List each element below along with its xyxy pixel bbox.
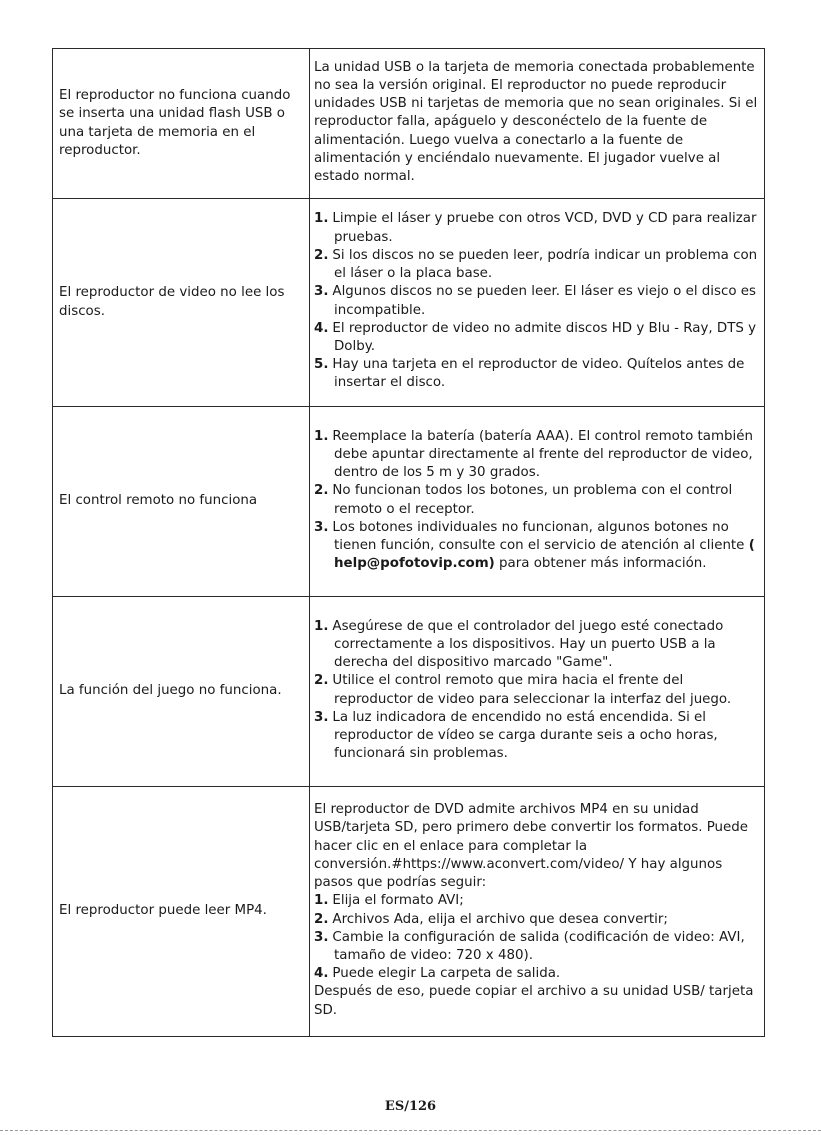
problem-cell: El reproductor de video no lee los discos. xyxy=(53,199,310,407)
list-item: 3. La luz indicadora de encendido no está encendida. Si el reproductor de vídeo se carga durante seis a ocho horas, funcionará sin problemas. xyxy=(314,709,718,762)
table-row xyxy=(53,49,765,199)
table-row xyxy=(53,199,765,407)
solution-paragraph: El reproductor de DVD admite archivos MP4 en su unidad USB/tarjeta SD, pero primero debe convertir los formatos. Puede hacer clic en el enlace para completar la conversión.#https://www.aconvert.com/video/ Y hay algunos pasos que podrías seguir: xyxy=(314,802,749,891)
problem-cell: La función del juego no funciona. xyxy=(53,597,310,787)
solution-paragraph: Después de eso, puede copiar el archivo a su unidad USB/ tarjeta SD. xyxy=(314,984,754,1018)
list-item: 3. Cambie la configuración de salida (codificación de video: AVI, tamaño de video: 720 x 480). xyxy=(314,929,745,963)
list-item: 2. No funcionan todos los botones, un problema con el control remoto o el receptor. xyxy=(314,483,733,517)
solution-cell xyxy=(310,199,765,407)
list-item: 1. Limpie el láser y pruebe con otros VCD, DVD y CD para realizar pruebas. xyxy=(314,211,757,245)
list-item: 3. Algunos discos no se pueden leer. El láser es viejo o el disco es incompatible. xyxy=(314,284,757,318)
table-row xyxy=(53,597,765,787)
list-item: 1. Reemplace la batería (batería AAA). El control remoto también debe apuntar directamente al frente del reproductor de video, dentro de los 5 m y 30 grados. xyxy=(314,428,753,481)
list-item: 2. Utilice el control remoto que mira hacia el frente del reproductor de video para seleccionar la interfaz del juego. xyxy=(314,673,732,707)
problem-cell: El reproductor puede leer MP4. xyxy=(53,787,310,1037)
troubleshooting-table xyxy=(52,48,765,1037)
page-edge-divider xyxy=(0,1130,821,1131)
list-item: 4. El reproductor de video no admite discos HD y Blu - Ray, DTS y Dolby. xyxy=(314,320,757,354)
list-item: 1. Elija el formato AVI; xyxy=(314,893,464,909)
solution-cell xyxy=(310,597,765,787)
problem-cell: El reproductor no funciona cuando se inserta una unidad flash USB o una tarjeta de memoria en el reproductor. xyxy=(53,49,310,199)
solution-cell xyxy=(310,407,765,597)
list-item: 5. Hay una tarjeta en el reproductor de video. Quítelos antes de insertar el disco. xyxy=(314,357,745,391)
solution-cell xyxy=(310,49,765,199)
list-item: 2. Archivos Ada, elija el archivo que desea convertir; xyxy=(314,911,668,927)
page-number: ES/126 xyxy=(384,1099,437,1114)
list-item: 1. Asegúrese de que el controlador del juego esté conectado correctamente a los dispositivos. Hay un puerto USB a la derecha del dispositivo marcado "Game". xyxy=(314,618,724,671)
table-row xyxy=(53,787,765,1037)
list-item: 3. Los botones individuales no funcionan, algunos botones no tienen función, consulte con el servicio de atención al cliente ( help@pofotovip.com) para obtener más información. xyxy=(314,519,755,572)
solution-cell xyxy=(310,787,765,1037)
list-item: 2. Si los discos no se pueden leer, podría indicar un problema con el láser o la placa base. xyxy=(314,247,758,282)
table-row xyxy=(53,407,765,597)
solution-paragraph: La unidad USB o la tarjeta de memoria conectada probablemente no sea la versión original. El reproductor no puede reproducir unidades USB ni tarjetas de memoria que no sean originales. Si el reproductor falla, apáguelo y desconéctelo de la fuente de alimentación. Luego vuelva a conectarlo a la fuente de alimentación y enciéndalo nuevamente. El jugador vuelve al estado normal. xyxy=(314,59,758,184)
support-email-link[interactable]: ( help@pofotovip.com) xyxy=(334,537,755,572)
problem-cell: El control remoto no funciona xyxy=(53,407,310,597)
list-item: 4. Puede elegir La carpeta de salida. xyxy=(314,966,561,982)
